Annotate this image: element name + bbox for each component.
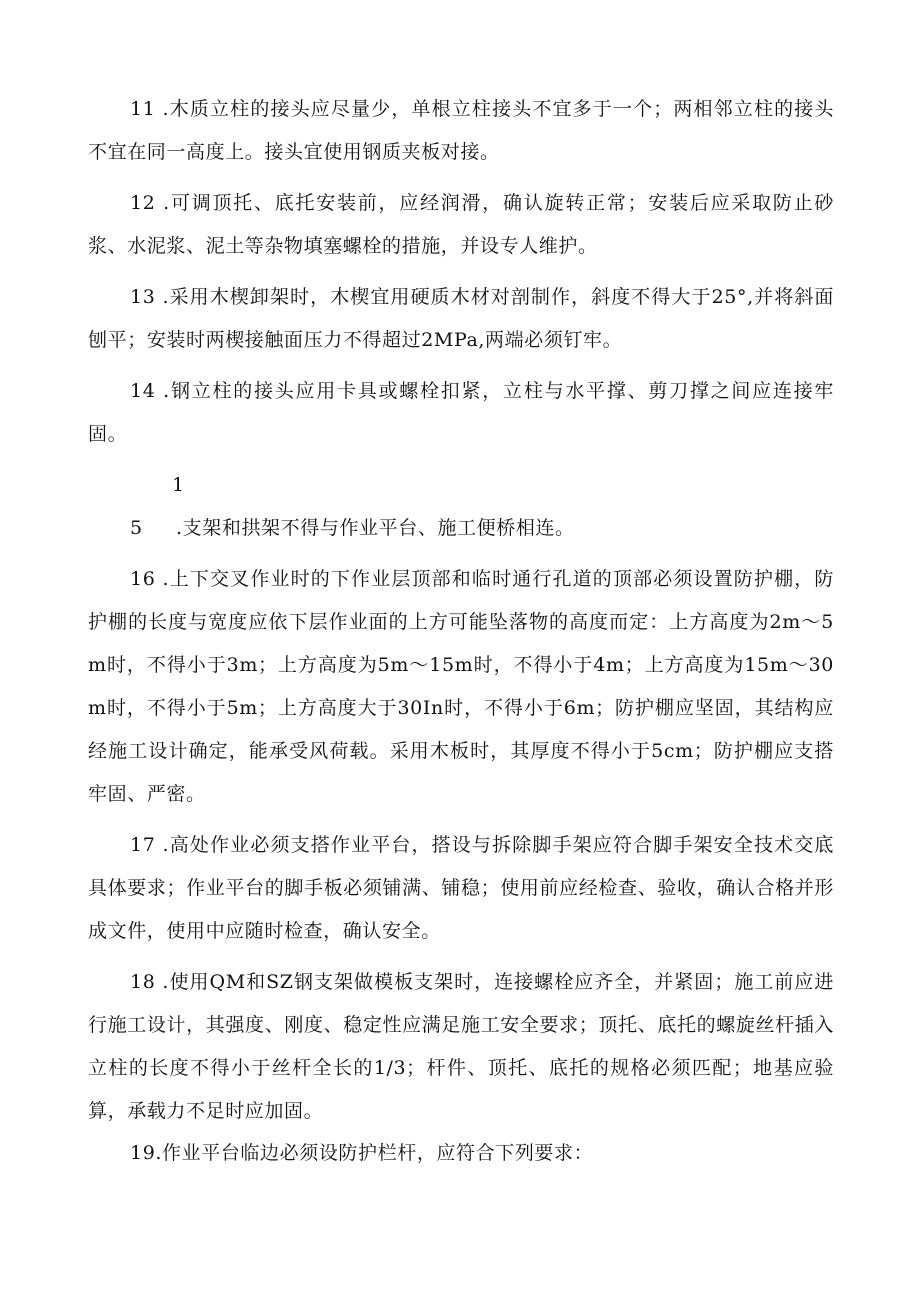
paragraph-15-text: .支架和拱架不得与作业平台、施工便桥相连。 (176, 517, 575, 539)
paragraph-18: 18 .使用QM和SZ钢支架做模板支架时，连接螺栓应齐全，并紧固；施工前应进行施工设计，其强度、刚度、稳定性应满足施工安全要求；顶托、底托的螺旋丝杆插入立柱的长度不得小于丝杆全长的1/3；杆件、顶托、底托的规格必须匹配；地基应验算，承载力不足时应加固。 (88, 971, 834, 1122)
paragraph-11: 11 .木质立柱的接头应尽量少，单根立柱接头不宜多于一个；两相邻立柱的接头不宜在同一高度上。接头宜使用钢质夹板对接。 (88, 98, 834, 163)
paragraph-14: 14 .钢立柱的接头应用卡具或螺栓扣紧，立柱与水平撑、剪刀撑之间应连接牢固。 (88, 380, 834, 445)
paragraph-15-number: 15 (130, 474, 185, 539)
document-page (88, 88, 834, 1173)
paragraph-16: 16 .上下交叉作业时的下作业层顶部和临时通行孔道的顶部必须设置防护棚，防护棚的长度与宽度应依下层作业面的上方可能坠落物的高度而定：上方高度为2m～5m时，不得小于3m；上方高度为5m～15m时，不得小于4m；上方高度为15m～30m时，不得小于5m；上方高度大于30In时，不得小于6m；防护棚应坚固，其结构应经施工设计确定，能承受风荷载。采用木板时，其厚度不得小于5cm；防护棚应支搭牢固、严密。 (88, 568, 834, 805)
paragraph-15 (88, 464, 834, 550)
paragraph-12: 12 .可调顶托、底托安装前，应经润滑，确认旋转正常；安装后应采取防止砂浆、水泥浆、泥土等杂物填塞螺栓的措施，并设专人维护。 (88, 192, 834, 257)
paragraph-19: 19.作业平台临边必须设防护栏杆，应符合下列要求： (130, 1142, 594, 1164)
paragraph-17: 17 .高处作业必须支搭作业平台，搭设与拆除脚手架应符合脚手架安全技术交底具体要求；作业平台的脚手板必须铺满、铺稳；使用前应经检查、验收，确认合格并形成文件，使用中应随时检查，确认安全。 (88, 834, 834, 942)
paragraph-13: 13 .采用木楔卸架时，木楔宜用硬质木材对剖制作，斜度不得大于25°,并将斜面刨平；安装时两楔接触面压力不得超过2MPa,两端必须钉牢。 (88, 286, 834, 351)
